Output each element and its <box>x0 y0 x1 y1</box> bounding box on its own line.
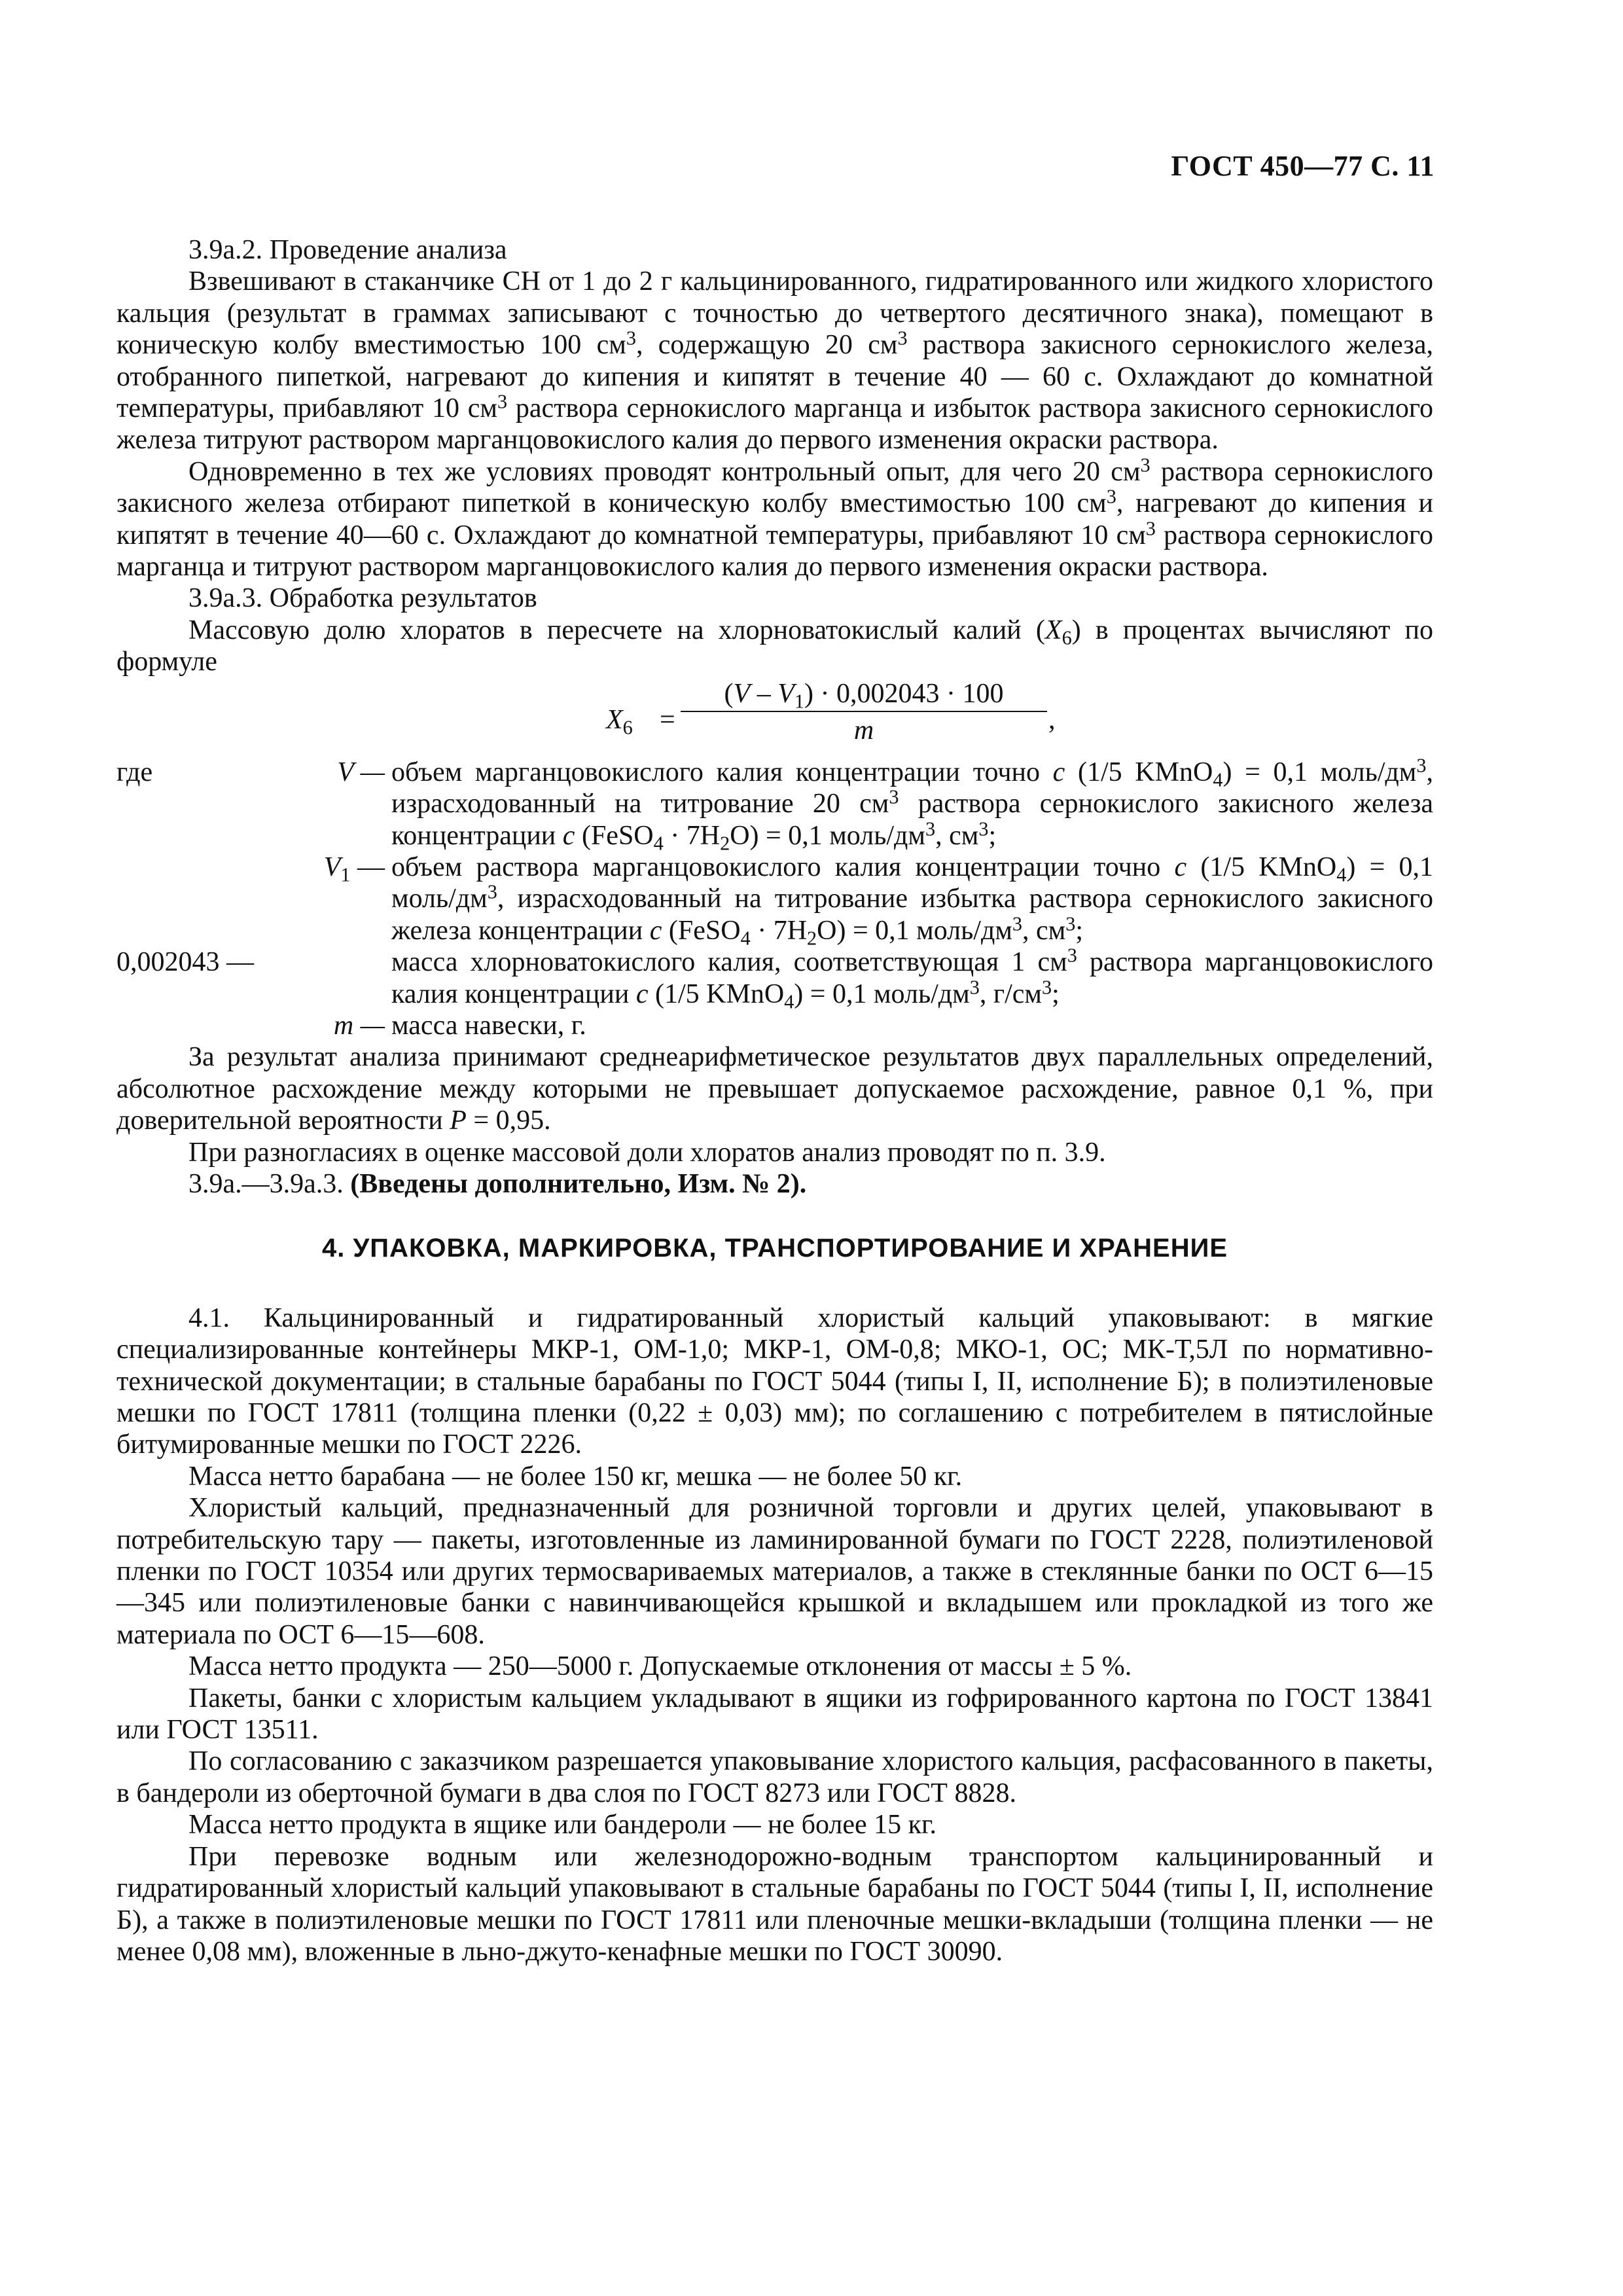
page-content <box>116 234 1433 1967</box>
formula-denominator: m <box>853 715 874 745</box>
paragraph-retail-packaging: Хлористый кальций, предназначенный для розничной торговли и других целей, упаковывают в потребительскую тару — пакеты, изготовленные из ламинированной бумаги по ГОСТ 2228, полиэтиленовой пленки по ГОСТ 10354 или других термосвариваемых материалов, а также в стеклянные банки по ОСТ 6—15—345 или полиэтиленовые банки с навинчивающейся крышкой и вкладышем или прокладкой из того же материала по ОСТ 6—15—608. <box>116 1493 1433 1650</box>
definition-m <box>116 1010 1433 1041</box>
subsection-heading-3-9a-3: 3.9а.3. Обработка результатов <box>188 583 537 614</box>
definition-symbol: V — <box>337 757 385 787</box>
definition-symbol: m — <box>333 1010 385 1041</box>
paragraph-formula-intro: Массовую долю хлоратов в пересчете на хлорноватокислый калий $(X_6)$ в процентах вычисляют по формуле <box>116 615 1433 677</box>
definition-coefficient <box>116 944 1433 1013</box>
formula-comma: , <box>1048 704 1056 735</box>
formula-lhs: $X_6$ <box>606 704 633 739</box>
definition-symbol: $V_1$ — <box>323 852 385 886</box>
definition-text: масса навески, г. <box>391 1010 586 1041</box>
definition-symbol: 0,002043 — <box>116 947 254 978</box>
paragraph-water-transport: При перевозке водным или железнодорожно-водным транспортом кальцинированный и гидратированный хлористый кальций упаковывают в стальные барабаны по ГОСТ 5044 (типы I, II, исполнение Б), а также в полиэтиленовые мешки по ГОСТ 17811 или пленочные мешки-вкладыши (толщина пленки — не менее 0,08 мм), вложенные в льно-джуто-кенафные мешки по ГОСТ 30090. <box>116 1841 1433 1967</box>
paragraph-4-1: 4.1. Кальцинированный и гидратированный хлористый кальций упаковывают: в мягкие специализированные контейнеры МКР-1, ОМ-1,0; МКР-1, ОМ-0,8; МКО-1, ОС; МК-Т,5Л по нормативно-технической документации; в стальные барабаны по ГОСТ 5044 (типы I, II, исполнение Б); в полиэтиленовые мешки по ГОСТ 17811 (толщина пленки (0,22 ± 0,03) мм); по соглашению с потребителем в пятислойные битумированные мешки по ГОСТ 2226. <box>116 1302 1433 1460</box>
paragraph-net-mass-drum: Масса нетто барабана — не более 150 кг, мешка — не более 50 кг. <box>188 1461 963 1492</box>
paragraph-net-mass-product: Масса нетто продукта — 250—5000 г. Допускаемые отклонения от массы ± 5 %. <box>188 1651 1132 1682</box>
section-title-4: 4. УПАКОВКА, МАРКИРОВКА, ТРАНСПОРТИРОВАНИЕ И ХРАНЕНИЕ <box>321 1234 1228 1263</box>
subsection-heading-3-9a-2: 3.9а.2. Проведение анализа <box>188 235 507 265</box>
paragraph-net-mass-box: Масса нетто продукта в ящике или бандероли — не более 15 кг. <box>188 1810 937 1840</box>
definitions-list <box>116 754 1433 1042</box>
running-header: ГОСТ 450—77 С. 11 <box>1171 150 1435 182</box>
definition-v1 <box>116 852 1433 950</box>
formula-numerator: $(V - V_1) \cdot 0,002043 \cdot 100$ <box>724 678 1004 713</box>
formula-x6 <box>116 678 1433 757</box>
paragraph-disputes: При разногласиях в оценке массовой доли хлоратов анализ проводят по п. 3.9. <box>188 1137 1106 1168</box>
paragraph-amendment: 3.9а.—3.9а.3. (Введены дополнительно, Изм. № 2). <box>188 1168 807 1199</box>
paragraph-control-test: Одновременно в тех же условиях проводят контрольный опыт, для чего 20 $см^3$ раствора сернокислого закисного железа отбирают пипеткой в коническую колбу вместимостью 100 $см^3$, нагревают до кипения и кипятят в течение 40—60 с. Охлаждают до комнатной температуры, прибавляют 10 $см^3$ раствора сернокислого марганца и титруют раствором марганцовокислого калия до первого изменения окраски раствора. <box>116 454 1434 583</box>
formula-fraction-bar <box>681 711 1047 712</box>
definition-text: масса хлорноватокислого калия, соответствующая 1 $см^3$ раствора марганцовокислого калия концентрации с (1/5 KMnO$_4$) = 0,1 моль/$дм^3$, $г/см^3$; <box>391 944 1433 1013</box>
paragraph-procedure: Взвешивают в стаканчике СН от 1 до 2 г кальцинированного, гидратированного или жидкого хлористого кальция (результат в граммах записывают с точностью до четвертого десятичного знака), помещают в коническую колбу вместимостью 100 $см^3$, содержащую 20 $см^3$ раствора закисного сернокислого железа, отобранного пипеткой, нагревают до кипения и кипятят в течение 40 — 60 с. Охлаждают до комнатной температуры, прибавляют 10 $см^3$ раствора сернокислого марганца и избыток раствора закисного сернокислого железа титруют раствором марганцовокислого калия до первого изменения окраски раствора. <box>116 266 1434 456</box>
formula-fraction <box>681 678 1047 746</box>
paragraph-parcels: По согласованию с заказчиком разрешается упаковывание хлористого кальция, расфасованного в пакеты, в бандероли из оберточной бумаги в два слоя по ГОСТ 8273 или ГОСТ 8828. <box>116 1746 1433 1808</box>
paragraph-result: За результат анализа принимают среднеарифметическое результатов двух параллельных определений, абсолютное расхождение между которыми не превышает допускаемое расхождение, равное 0,1 %, при доверительной вероятности Р = 0,95. <box>116 1042 1433 1136</box>
formula-equals: = <box>660 704 675 735</box>
where-word: где <box>116 757 153 787</box>
definition-text: объем марганцовокислого калия концентрации точно с (1/5 KMnO$_4$) = 0,1 моль/$дм^3$, израсходованный на титрование 20 $см^3$ раствора сернокислого закисного железа концентрации с (FeSO$_4$ · $7H_2O) = 0,1$ моль/$дм^3$, $см^3$; <box>391 754 1433 854</box>
definition-text: объем раствора марганцовокислого калия концентрации точно с (1/5 KMnO$_4$) = 0,1 моль/$дм^3$, израсходованный на титрование избытка раствора сернокислого закисного железа концентрации с (FeSO$_4$ · $7H_2O) = 0,1$ моль/$дм^3$, $см^3$; <box>391 852 1433 950</box>
definition-v <box>116 754 1433 854</box>
paragraph-boxes: Пакеты, банки с хлористым кальцием укладывают в ящики из гофрированного картона по ГОСТ 13841 или ГОСТ 13511. <box>116 1683 1433 1746</box>
